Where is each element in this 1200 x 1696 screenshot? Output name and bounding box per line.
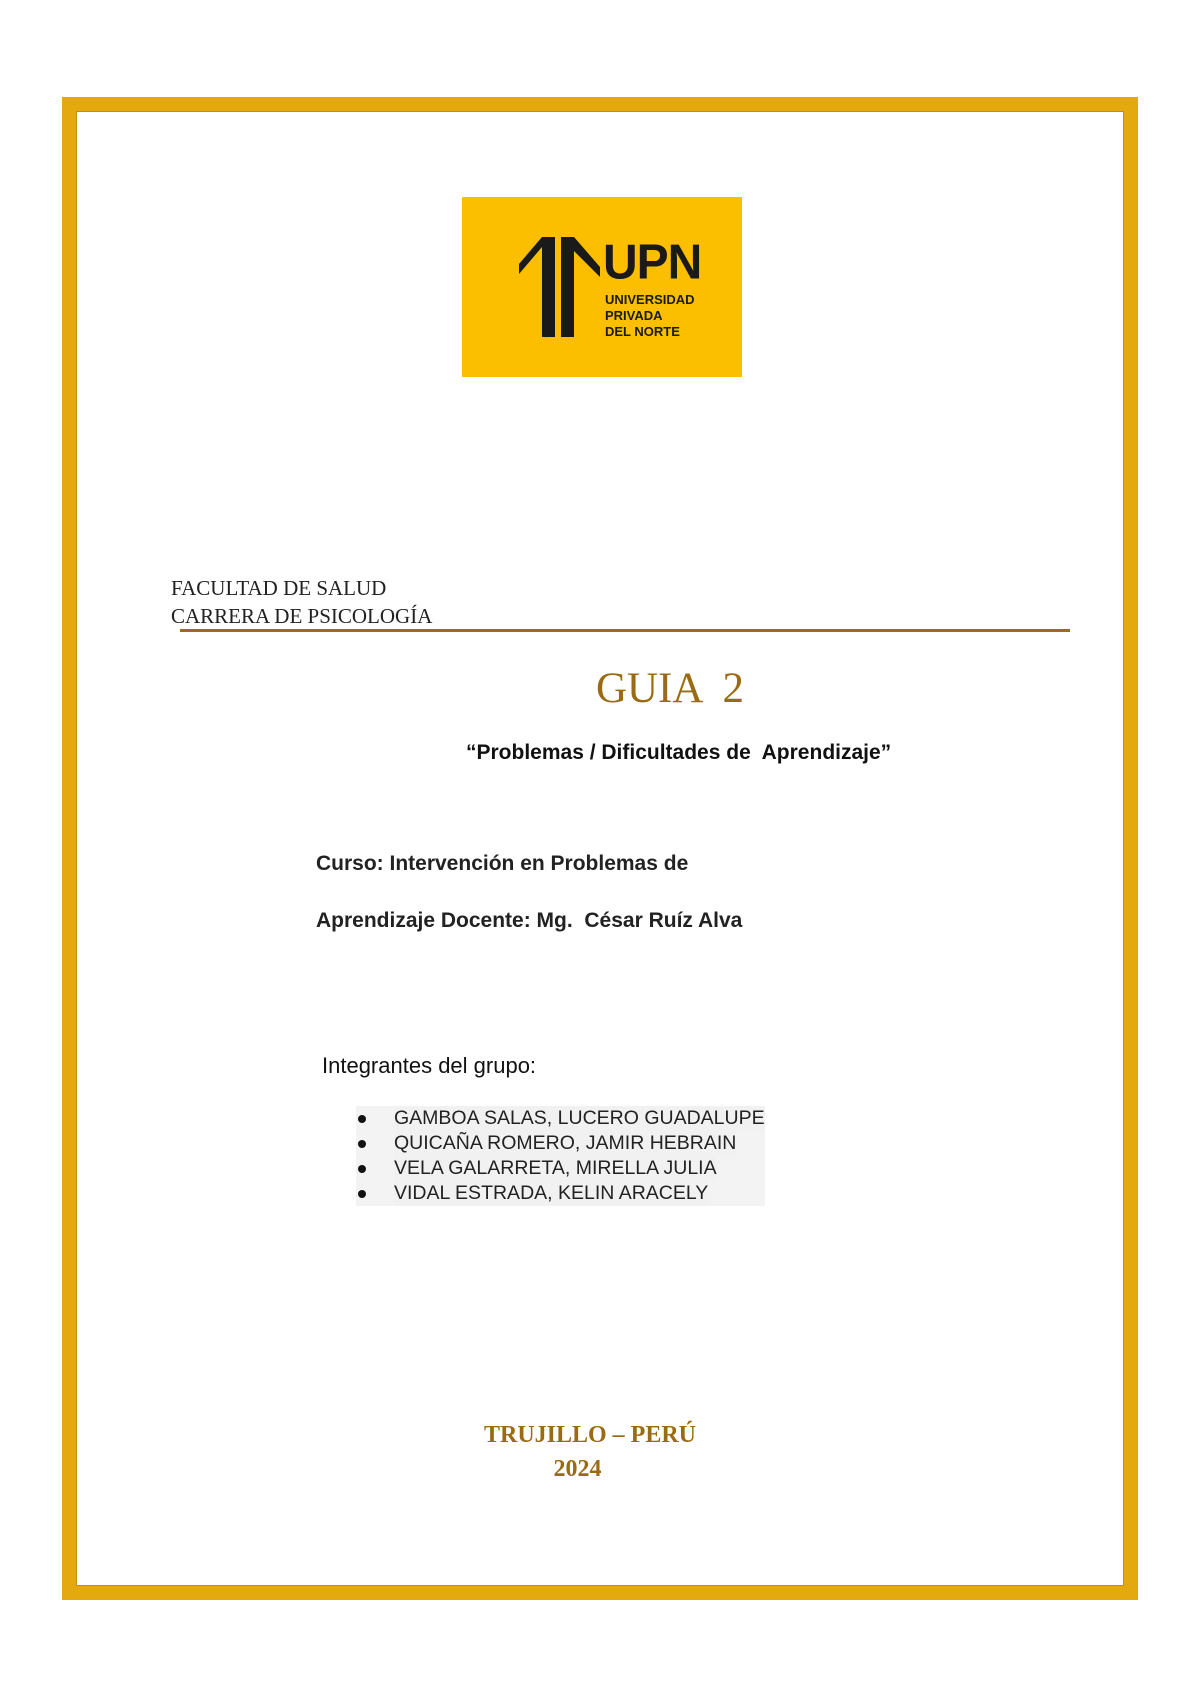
member-name: QUICAÑA ROMERO, JAMIR HEBRAIN [394,1132,737,1154]
list-item [356,1131,765,1156]
bullet-icon [358,1115,366,1123]
footer-place: TRUJILLO – PERÚ [483,1422,697,1448]
course-line: Curso: Intervención en Problemas de [316,852,689,875]
bullet-icon [358,1190,366,1198]
member-name: VELA GALARRETA, MIRELLA JULIA [394,1157,717,1179]
list-item [356,1181,765,1206]
footer [460,1418,720,1486]
logo-subtitle [605,292,725,340]
footer-year: 2024 [553,1456,602,1482]
members-heading: Integrantes del grupo: [322,1053,537,1078]
upn-arrow-icon [517,237,602,337]
upn-logo [462,197,742,377]
logo-sub-line: PRIVADA [605,308,663,323]
document-subtitle: “Problemas / Dificultades de Aprendizaje” [466,741,892,764]
logo-name: UPN [603,235,702,290]
faculty-name: FACULTAD DE SALUD [171,576,387,600]
header-divider [180,629,1070,632]
logo-sub-line: UNIVERSIDAD [605,292,695,307]
members-list [356,1106,765,1206]
career-name: CARRERA DE PSICOLOGÍA [171,604,433,628]
teacher-line: Aprendizaje Docente: Mg. César Ruíz Alva [316,909,743,932]
bullet-icon [358,1140,366,1148]
document-title: GUIA 2 [595,665,745,712]
logo-sub-line: DEL NORTE [605,324,680,339]
member-name: GAMBOA SALAS, LUCERO GUADALUPE [394,1107,765,1129]
list-item [356,1106,765,1131]
faculty-header [171,574,1071,630]
bullet-icon [358,1165,366,1173]
list-item [356,1156,765,1181]
member-name: VIDAL ESTRADA, KELIN ARACELY [394,1182,709,1204]
